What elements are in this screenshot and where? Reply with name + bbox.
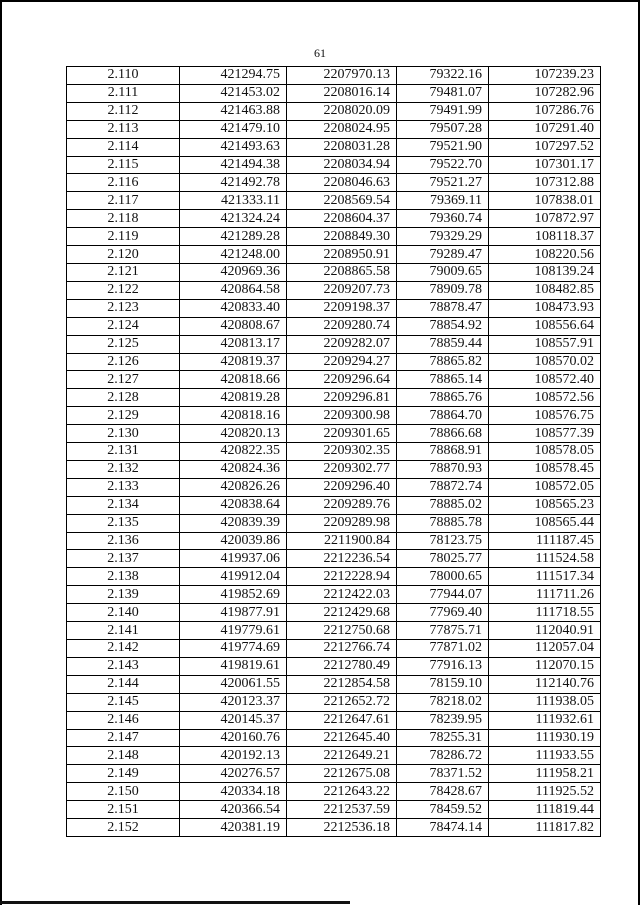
table-row bbox=[67, 657, 601, 675]
table-row bbox=[67, 568, 601, 586]
y-coordinate-cell: 2209300.98 bbox=[287, 407, 397, 425]
point-number-cell: 2.118 bbox=[67, 210, 180, 228]
y-coordinate-cell: 2212675.08 bbox=[287, 765, 397, 783]
table-row bbox=[67, 174, 601, 192]
table-row bbox=[67, 604, 601, 622]
x-coordinate-cell: 420833.40 bbox=[180, 299, 287, 317]
x-local-cell: 78428.67 bbox=[397, 783, 489, 801]
x-local-cell: 77969.40 bbox=[397, 604, 489, 622]
y-local-cell: 107312.88 bbox=[489, 174, 601, 192]
y-coordinate-cell: 2209282.07 bbox=[287, 335, 397, 353]
x-coordinate-cell: 420839.39 bbox=[180, 514, 287, 532]
y-coordinate-cell: 2208020.09 bbox=[287, 102, 397, 120]
y-local-cell: 111930.19 bbox=[489, 729, 601, 747]
y-local-cell: 108572.05 bbox=[489, 478, 601, 496]
x-coordinate-cell: 420145.37 bbox=[180, 711, 287, 729]
table-row bbox=[67, 550, 601, 568]
y-coordinate-cell: 2208950.91 bbox=[287, 246, 397, 264]
x-coordinate-cell: 421289.28 bbox=[180, 228, 287, 246]
y-coordinate-cell: 2209296.81 bbox=[287, 389, 397, 407]
x-coordinate-cell: 421494.38 bbox=[180, 156, 287, 174]
y-coordinate-cell: 2212429.68 bbox=[287, 604, 397, 622]
y-coordinate-cell: 2208016.14 bbox=[287, 84, 397, 102]
y-coordinate-cell: 2212645.40 bbox=[287, 729, 397, 747]
bottom-rule bbox=[0, 901, 350, 904]
table-row bbox=[67, 156, 601, 174]
table-row bbox=[67, 443, 601, 461]
y-local-cell: 112057.04 bbox=[489, 640, 601, 658]
x-coordinate-cell: 420822.35 bbox=[180, 443, 287, 461]
y-coordinate-cell: 2208604.37 bbox=[287, 210, 397, 228]
table-row bbox=[67, 675, 601, 693]
y-coordinate-cell: 2208046.63 bbox=[287, 174, 397, 192]
page-border-top bbox=[0, 0, 640, 2]
x-local-cell: 79491.99 bbox=[397, 102, 489, 120]
point-number-cell: 2.137 bbox=[67, 550, 180, 568]
y-coordinate-cell: 2212236.54 bbox=[287, 550, 397, 568]
table-row bbox=[67, 532, 601, 550]
x-local-cell: 78865.14 bbox=[397, 371, 489, 389]
y-coordinate-cell: 2208569.54 bbox=[287, 192, 397, 210]
x-local-cell: 79369.11 bbox=[397, 192, 489, 210]
y-local-cell: 108576.75 bbox=[489, 407, 601, 425]
table-row bbox=[67, 192, 601, 210]
table-row bbox=[67, 138, 601, 156]
y-coordinate-cell: 2208849.30 bbox=[287, 228, 397, 246]
x-coordinate-cell: 419912.04 bbox=[180, 568, 287, 586]
table-row bbox=[67, 210, 601, 228]
y-coordinate-cell: 2212537.59 bbox=[287, 801, 397, 819]
x-coordinate-cell: 420818.16 bbox=[180, 407, 287, 425]
point-number-cell: 2.131 bbox=[67, 443, 180, 461]
table-row bbox=[67, 622, 601, 640]
point-number-cell: 2.124 bbox=[67, 317, 180, 335]
x-coordinate-cell: 420334.18 bbox=[180, 783, 287, 801]
table-row bbox=[67, 67, 601, 85]
x-coordinate-cell: 420820.13 bbox=[180, 425, 287, 443]
y-coordinate-cell: 2208031.28 bbox=[287, 138, 397, 156]
x-coordinate-cell: 420969.36 bbox=[180, 263, 287, 281]
x-local-cell: 79522.70 bbox=[397, 156, 489, 174]
y-local-cell: 108220.56 bbox=[489, 246, 601, 264]
table-row bbox=[67, 102, 601, 120]
table-row bbox=[67, 389, 601, 407]
y-local-cell: 111925.52 bbox=[489, 783, 601, 801]
y-local-cell: 108482.85 bbox=[489, 281, 601, 299]
page-border-left bbox=[0, 0, 2, 905]
table-row bbox=[67, 425, 601, 443]
y-local-cell: 111817.82 bbox=[489, 819, 601, 837]
table-row bbox=[67, 353, 601, 371]
y-coordinate-cell: 2209296.64 bbox=[287, 371, 397, 389]
point-number-cell: 2.129 bbox=[67, 407, 180, 425]
x-coordinate-cell: 420864.58 bbox=[180, 281, 287, 299]
x-local-cell: 78885.78 bbox=[397, 514, 489, 532]
y-local-cell: 108556.64 bbox=[489, 317, 601, 335]
x-local-cell: 77916.13 bbox=[397, 657, 489, 675]
x-local-cell: 78474.14 bbox=[397, 819, 489, 837]
x-coordinate-cell: 420808.67 bbox=[180, 317, 287, 335]
y-local-cell: 107286.76 bbox=[489, 102, 601, 120]
point-number-cell: 2.139 bbox=[67, 586, 180, 604]
y-coordinate-cell: 2209301.65 bbox=[287, 425, 397, 443]
x-local-cell: 78000.65 bbox=[397, 568, 489, 586]
table-row bbox=[67, 371, 601, 389]
x-coordinate-cell: 421492.78 bbox=[180, 174, 287, 192]
x-coordinate-cell: 420160.76 bbox=[180, 729, 287, 747]
point-number-cell: 2.114 bbox=[67, 138, 180, 156]
y-coordinate-cell: 2212647.61 bbox=[287, 711, 397, 729]
x-local-cell: 78865.76 bbox=[397, 389, 489, 407]
table-row bbox=[67, 514, 601, 532]
x-local-cell: 79289.47 bbox=[397, 246, 489, 264]
table-row bbox=[67, 335, 601, 353]
page-number: 61 bbox=[314, 46, 326, 60]
x-coordinate-cell: 419852.69 bbox=[180, 586, 287, 604]
x-local-cell: 78459.52 bbox=[397, 801, 489, 819]
y-local-cell: 108565.23 bbox=[489, 496, 601, 514]
point-number-cell: 2.123 bbox=[67, 299, 180, 317]
point-number-cell: 2.121 bbox=[67, 263, 180, 281]
x-coordinate-cell: 421453.02 bbox=[180, 84, 287, 102]
x-local-cell: 78872.74 bbox=[397, 478, 489, 496]
point-number-cell: 2.147 bbox=[67, 729, 180, 747]
x-local-cell: 78870.93 bbox=[397, 460, 489, 478]
y-coordinate-cell: 2209198.37 bbox=[287, 299, 397, 317]
x-coordinate-cell: 420366.54 bbox=[180, 801, 287, 819]
y-coordinate-cell: 2212750.68 bbox=[287, 622, 397, 640]
x-coordinate-cell: 421248.00 bbox=[180, 246, 287, 264]
x-local-cell: 77875.71 bbox=[397, 622, 489, 640]
x-local-cell: 79507.28 bbox=[397, 120, 489, 138]
point-number-cell: 2.140 bbox=[67, 604, 180, 622]
x-local-cell: 77944.07 bbox=[397, 586, 489, 604]
x-local-cell: 77871.02 bbox=[397, 640, 489, 658]
point-number-cell: 2.136 bbox=[67, 532, 180, 550]
y-local-cell: 108118.37 bbox=[489, 228, 601, 246]
point-number-cell: 2.117 bbox=[67, 192, 180, 210]
y-local-cell: 108570.02 bbox=[489, 353, 601, 371]
x-coordinate-cell: 419774.69 bbox=[180, 640, 287, 658]
y-coordinate-cell: 2211900.84 bbox=[287, 532, 397, 550]
x-coordinate-cell: 420276.57 bbox=[180, 765, 287, 783]
table-row bbox=[67, 263, 601, 281]
x-local-cell: 78159.10 bbox=[397, 675, 489, 693]
table-row bbox=[67, 586, 601, 604]
y-coordinate-cell: 2212536.18 bbox=[287, 819, 397, 837]
y-coordinate-cell: 2212228.94 bbox=[287, 568, 397, 586]
y-local-cell: 112040.91 bbox=[489, 622, 601, 640]
table-row bbox=[67, 228, 601, 246]
table-row bbox=[67, 478, 601, 496]
y-local-cell: 111938.05 bbox=[489, 693, 601, 711]
x-local-cell: 79521.90 bbox=[397, 138, 489, 156]
y-local-cell: 108139.24 bbox=[489, 263, 601, 281]
point-number-cell: 2.150 bbox=[67, 783, 180, 801]
y-coordinate-cell: 2207970.13 bbox=[287, 67, 397, 85]
x-local-cell: 79322.16 bbox=[397, 67, 489, 85]
y-coordinate-cell: 2208865.58 bbox=[287, 263, 397, 281]
y-local-cell: 108572.56 bbox=[489, 389, 601, 407]
x-local-cell: 79329.29 bbox=[397, 228, 489, 246]
table-row bbox=[67, 640, 601, 658]
point-number-cell: 2.151 bbox=[67, 801, 180, 819]
x-local-cell: 78371.52 bbox=[397, 765, 489, 783]
y-coordinate-cell: 2209207.73 bbox=[287, 281, 397, 299]
point-number-cell: 2.135 bbox=[67, 514, 180, 532]
y-local-cell: 111933.55 bbox=[489, 747, 601, 765]
point-number-cell: 2.145 bbox=[67, 693, 180, 711]
y-local-cell: 111819.44 bbox=[489, 801, 601, 819]
y-local-cell: 107239.23 bbox=[489, 67, 601, 85]
point-number-cell: 2.111 bbox=[67, 84, 180, 102]
x-coordinate-cell: 420123.37 bbox=[180, 693, 287, 711]
table-row bbox=[67, 801, 601, 819]
y-coordinate-cell: 2209294.27 bbox=[287, 353, 397, 371]
point-number-cell: 2.128 bbox=[67, 389, 180, 407]
x-coordinate-cell: 419937.06 bbox=[180, 550, 287, 568]
x-local-cell: 79009.65 bbox=[397, 263, 489, 281]
x-local-cell: 78854.92 bbox=[397, 317, 489, 335]
table-row bbox=[67, 729, 601, 747]
y-coordinate-cell: 2212766.74 bbox=[287, 640, 397, 658]
y-coordinate-cell: 2208024.95 bbox=[287, 120, 397, 138]
x-coordinate-cell: 420192.13 bbox=[180, 747, 287, 765]
x-coordinate-cell: 420813.17 bbox=[180, 335, 287, 353]
y-local-cell: 107872.97 bbox=[489, 210, 601, 228]
point-number-cell: 2.132 bbox=[67, 460, 180, 478]
x-local-cell: 78865.82 bbox=[397, 353, 489, 371]
y-local-cell: 111711.26 bbox=[489, 586, 601, 604]
y-local-cell: 112070.15 bbox=[489, 657, 601, 675]
point-number-cell: 2.142 bbox=[67, 640, 180, 658]
coordinates-table-body bbox=[67, 67, 601, 837]
x-coordinate-cell: 419779.61 bbox=[180, 622, 287, 640]
table-row bbox=[67, 819, 601, 837]
y-local-cell: 111187.45 bbox=[489, 532, 601, 550]
y-local-cell: 108572.40 bbox=[489, 371, 601, 389]
point-number-cell: 2.138 bbox=[67, 568, 180, 586]
x-local-cell: 78909.78 bbox=[397, 281, 489, 299]
coordinates-table bbox=[66, 66, 601, 837]
table-row bbox=[67, 407, 601, 425]
x-local-cell: 78868.91 bbox=[397, 443, 489, 461]
table-row bbox=[67, 120, 601, 138]
point-number-cell: 2.119 bbox=[67, 228, 180, 246]
point-number-cell: 2.133 bbox=[67, 478, 180, 496]
x-coordinate-cell: 421463.88 bbox=[180, 102, 287, 120]
table-row bbox=[67, 281, 601, 299]
x-local-cell: 78255.31 bbox=[397, 729, 489, 747]
point-number-cell: 2.146 bbox=[67, 711, 180, 729]
x-coordinate-cell: 420818.66 bbox=[180, 371, 287, 389]
x-local-cell: 79521.27 bbox=[397, 174, 489, 192]
table-row bbox=[67, 84, 601, 102]
x-coordinate-cell: 421333.11 bbox=[180, 192, 287, 210]
table-row bbox=[67, 783, 601, 801]
x-local-cell: 78025.77 bbox=[397, 550, 489, 568]
point-number-cell: 2.116 bbox=[67, 174, 180, 192]
point-number-cell: 2.122 bbox=[67, 281, 180, 299]
point-number-cell: 2.127 bbox=[67, 371, 180, 389]
y-local-cell: 108557.91 bbox=[489, 335, 601, 353]
x-local-cell: 78123.75 bbox=[397, 532, 489, 550]
x-local-cell: 79360.74 bbox=[397, 210, 489, 228]
table-row bbox=[67, 765, 601, 783]
x-coordinate-cell: 420826.26 bbox=[180, 478, 287, 496]
y-local-cell: 107838.01 bbox=[489, 192, 601, 210]
y-coordinate-cell: 2212422.03 bbox=[287, 586, 397, 604]
x-coordinate-cell: 420819.37 bbox=[180, 353, 287, 371]
x-coordinate-cell: 420838.64 bbox=[180, 496, 287, 514]
x-coordinate-cell: 419877.91 bbox=[180, 604, 287, 622]
point-number-cell: 2.113 bbox=[67, 120, 180, 138]
y-local-cell: 108578.05 bbox=[489, 443, 601, 461]
y-local-cell: 111932.61 bbox=[489, 711, 601, 729]
table-row bbox=[67, 711, 601, 729]
point-number-cell: 2.120 bbox=[67, 246, 180, 264]
y-local-cell: 111958.21 bbox=[489, 765, 601, 783]
y-coordinate-cell: 2209289.98 bbox=[287, 514, 397, 532]
point-number-cell: 2.134 bbox=[67, 496, 180, 514]
x-coordinate-cell: 420039.86 bbox=[180, 532, 287, 550]
x-local-cell: 78859.44 bbox=[397, 335, 489, 353]
y-local-cell: 107297.52 bbox=[489, 138, 601, 156]
x-local-cell: 78885.02 bbox=[397, 496, 489, 514]
y-coordinate-cell: 2209289.76 bbox=[287, 496, 397, 514]
y-local-cell: 111517.34 bbox=[489, 568, 601, 586]
point-number-cell: 2.143 bbox=[67, 657, 180, 675]
y-coordinate-cell: 2209302.35 bbox=[287, 443, 397, 461]
x-coordinate-cell: 420819.28 bbox=[180, 389, 287, 407]
x-coordinate-cell: 420381.19 bbox=[180, 819, 287, 837]
x-local-cell: 79481.07 bbox=[397, 84, 489, 102]
table-row bbox=[67, 460, 601, 478]
y-coordinate-cell: 2209296.40 bbox=[287, 478, 397, 496]
point-number-cell: 2.125 bbox=[67, 335, 180, 353]
y-local-cell: 108565.44 bbox=[489, 514, 601, 532]
y-coordinate-cell: 2209302.77 bbox=[287, 460, 397, 478]
y-coordinate-cell: 2212649.21 bbox=[287, 747, 397, 765]
x-coordinate-cell: 421493.63 bbox=[180, 138, 287, 156]
x-coordinate-cell: 421324.24 bbox=[180, 210, 287, 228]
y-coordinate-cell: 2212854.58 bbox=[287, 675, 397, 693]
point-number-cell: 2.152 bbox=[67, 819, 180, 837]
table-row bbox=[67, 747, 601, 765]
x-coordinate-cell: 420061.55 bbox=[180, 675, 287, 693]
point-number-cell: 2.130 bbox=[67, 425, 180, 443]
x-coordinate-cell: 420824.36 bbox=[180, 460, 287, 478]
y-local-cell: 108473.93 bbox=[489, 299, 601, 317]
y-local-cell: 111524.58 bbox=[489, 550, 601, 568]
y-local-cell: 107282.96 bbox=[489, 84, 601, 102]
table-row bbox=[67, 299, 601, 317]
x-local-cell: 78239.95 bbox=[397, 711, 489, 729]
y-local-cell: 107301.17 bbox=[489, 156, 601, 174]
point-number-cell: 2.110 bbox=[67, 67, 180, 85]
table-row bbox=[67, 246, 601, 264]
x-coordinate-cell: 421294.75 bbox=[180, 67, 287, 85]
x-coordinate-cell: 421479.10 bbox=[180, 120, 287, 138]
point-number-cell: 2.112 bbox=[67, 102, 180, 120]
y-coordinate-cell: 2208034.94 bbox=[287, 156, 397, 174]
y-coordinate-cell: 2212652.72 bbox=[287, 693, 397, 711]
x-local-cell: 78218.02 bbox=[397, 693, 489, 711]
table-row bbox=[67, 317, 601, 335]
y-coordinate-cell: 2212780.49 bbox=[287, 657, 397, 675]
x-local-cell: 78878.47 bbox=[397, 299, 489, 317]
x-local-cell: 78286.72 bbox=[397, 747, 489, 765]
x-coordinate-cell: 419819.61 bbox=[180, 657, 287, 675]
y-coordinate-cell: 2212643.22 bbox=[287, 783, 397, 801]
y-local-cell: 108577.39 bbox=[489, 425, 601, 443]
point-number-cell: 2.141 bbox=[67, 622, 180, 640]
table-row bbox=[67, 496, 601, 514]
point-number-cell: 2.149 bbox=[67, 765, 180, 783]
point-number-cell: 2.115 bbox=[67, 156, 180, 174]
point-number-cell: 2.148 bbox=[67, 747, 180, 765]
x-local-cell: 78864.70 bbox=[397, 407, 489, 425]
y-local-cell: 107291.40 bbox=[489, 120, 601, 138]
x-local-cell: 78866.68 bbox=[397, 425, 489, 443]
y-coordinate-cell: 2209280.74 bbox=[287, 317, 397, 335]
y-local-cell: 108578.45 bbox=[489, 460, 601, 478]
point-number-cell: 2.144 bbox=[67, 675, 180, 693]
point-number-cell: 2.126 bbox=[67, 353, 180, 371]
table-row bbox=[67, 693, 601, 711]
y-local-cell: 111718.55 bbox=[489, 604, 601, 622]
y-local-cell: 112140.76 bbox=[489, 675, 601, 693]
